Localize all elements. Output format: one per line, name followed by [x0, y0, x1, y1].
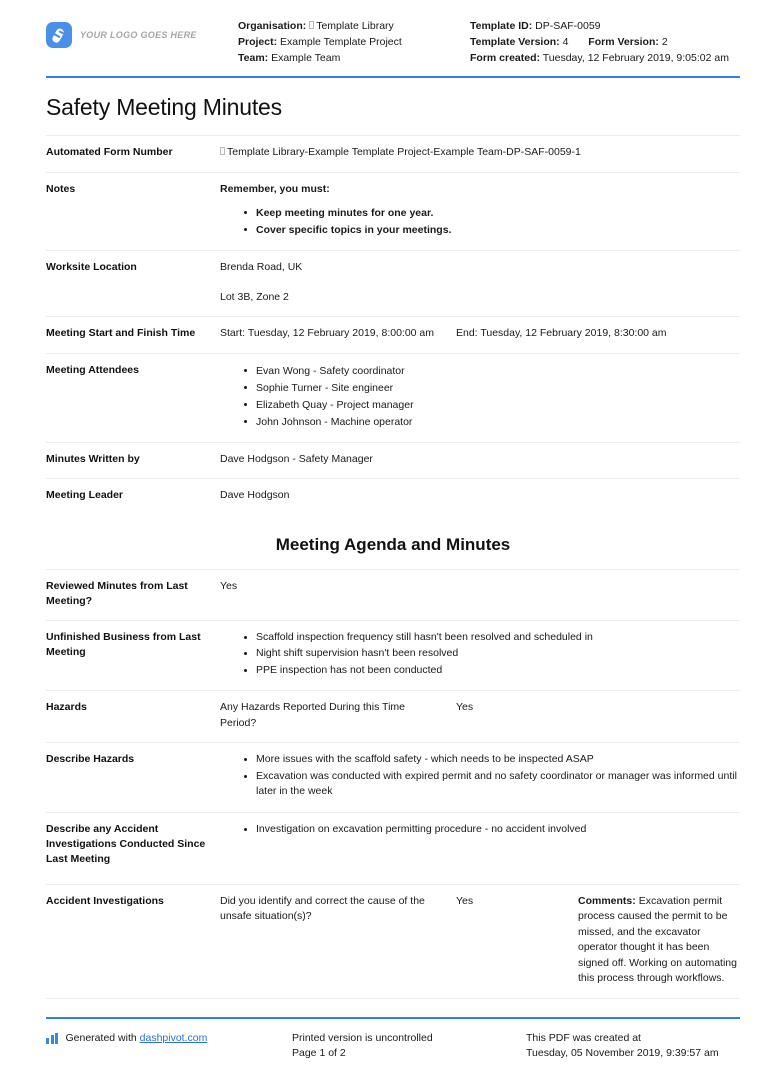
table-row — [46, 250, 740, 316]
notes-label: Notes — [46, 182, 76, 195]
table-row-bottom-divider — [46, 998, 740, 999]
form-version-value: 2 — [661, 36, 668, 48]
meeting-leader-value: Dave Hodgson — [220, 489, 290, 501]
hazards-answer: Yes — [456, 701, 474, 713]
comments-label: Comments: — [578, 894, 636, 907]
list-item: Cover specific topics in your meetings. — [256, 222, 740, 238]
table-row — [46, 316, 740, 353]
page-title: Safety Meeting Minutes — [46, 94, 282, 120]
document-header — [0, 0, 768, 66]
logo-block — [46, 14, 238, 48]
template-id-label: Template ID: — [470, 20, 533, 32]
logo-text: YOUR LOGO GOES HERE — [80, 30, 197, 40]
worksite-line-2: Lot 3B, Zone 2 — [220, 290, 289, 303]
meeting-end-value: End: Tuesday, 12 February 2019, 8:30:00 am — [456, 327, 667, 339]
missing-glyph-icon — [220, 147, 225, 155]
table-row — [46, 690, 740, 742]
comments-value: Excavation permit process caused the permit to be missed, and the excavator operator thought it has been signed off. Working on automating this process through workflows. — [578, 894, 737, 984]
section-title: Meeting Agenda and Minutes — [275, 534, 511, 554]
table-row — [46, 742, 740, 812]
organisation-value: Template Library — [316, 20, 394, 32]
template-id-value: DP-SAF-0059 — [535, 20, 601, 32]
bar-chart-icon — [46, 1033, 60, 1044]
company-logo-icon — [46, 22, 72, 48]
table-row — [46, 884, 740, 998]
notes-list — [220, 205, 740, 238]
footer-print-block — [292, 1031, 526, 1061]
worksite-location-value — [220, 260, 740, 305]
worksite-line-1: Brenda Road, UK — [220, 261, 303, 273]
missing-glyph-icon — [309, 21, 314, 29]
unfinished-business-value — [220, 630, 740, 680]
table-row — [46, 172, 740, 251]
team-line — [238, 50, 470, 66]
list-item: Investigation on excavation permitting procedure - no accident involved — [256, 822, 740, 838]
list-item: Evan Wong - Safety coordinator — [256, 363, 740, 379]
form-created-line — [470, 50, 740, 66]
notes-heading: Remember, you must: — [220, 182, 330, 195]
list-item: Scaffold inspection frequency still hasn't been resolved and scheduled in — [256, 630, 740, 646]
header-divider — [46, 76, 740, 78]
attendees-list — [220, 363, 740, 430]
table-row — [46, 442, 740, 479]
pdf-created-value: Tuesday, 05 November 2019, 9:39:57 am — [526, 1047, 719, 1059]
list-item: Elizabeth Quay - Project manager — [256, 397, 740, 413]
project-label: Project: — [238, 36, 278, 48]
form-created-label: Form created: — [470, 52, 541, 64]
hazards-label: Hazards — [46, 701, 87, 713]
notes-value — [220, 182, 740, 240]
list-item: Night shift supervision hasn't been resolved — [256, 646, 740, 662]
minutes-written-by-label: Minutes Written by — [46, 452, 140, 465]
organisation-line — [238, 18, 470, 34]
unfinished-business-label: Unfinished Business from Last Meeting — [46, 630, 201, 658]
footer-generated-block — [46, 1031, 292, 1046]
details-table — [46, 135, 740, 515]
describe-hazards-value — [220, 752, 740, 801]
dashpivot-link[interactable]: dashpivot.com — [139, 1032, 208, 1044]
reviewed-minutes-value: Yes — [220, 579, 238, 592]
agenda-table — [46, 569, 740, 999]
meeting-start-value: Start: Tuesday, 12 February 2019, 8:00:00 am — [220, 327, 435, 339]
automated-form-number-value: Template Library-Example Template Project-Example Team-DP-SAF-0059-1 — [220, 145, 740, 161]
describe-investigations-list — [220, 822, 740, 838]
pdf-created-label: This PDF was created at — [526, 1032, 641, 1044]
project-line — [238, 34, 470, 50]
header-meta-right — [470, 14, 740, 66]
table-row — [46, 569, 740, 620]
table-row — [46, 620, 740, 691]
table-row — [46, 478, 740, 515]
organisation-label: Organisation: — [238, 20, 307, 32]
meeting-leader-label: Meeting Leader — [46, 489, 124, 501]
list-item: More issues with the scaffold safety - which needs to be inspected ASAP — [256, 752, 740, 768]
footer-divider — [46, 1017, 740, 1019]
list-item: Excavation was conducted with expired permit and no safety coordinator or manager was informed until later in the week — [256, 769, 740, 800]
minutes-written-by-value: Dave Hodgson - Safety Manager — [220, 452, 373, 465]
accident-investigations-answer: Yes — [456, 894, 474, 907]
template-version-label: Template Version: — [470, 36, 560, 48]
document-footer — [0, 1017, 768, 1061]
worksite-location-label: Worksite Location — [46, 261, 137, 273]
table-row — [46, 353, 740, 442]
unfinished-business-list — [220, 630, 740, 679]
printed-notice: Printed version is uncontrolled — [292, 1032, 433, 1044]
describe-investigations-label: Describe any Accident Investigations Conducted Since Last Meeting — [46, 822, 206, 865]
form-created-value: Tuesday, 12 February 2019, 9:05:02 am — [542, 52, 729, 64]
project-value: Example Template Project — [280, 36, 402, 48]
team-value: Example Team — [271, 52, 341, 64]
accident-investigations-comments — [578, 894, 740, 987]
footer-pdf-block — [526, 1031, 740, 1061]
hazards-question: Any Hazards Reported During this Time Period? — [220, 701, 405, 729]
describe-hazards-label: Describe Hazards — [46, 753, 135, 765]
describe-investigations-value — [220, 822, 740, 839]
table-row — [46, 812, 740, 884]
list-item: PPE inspection has not been conducted — [256, 663, 740, 679]
team-label: Team: — [238, 52, 269, 64]
attendees-value — [220, 363, 740, 431]
list-item: Keep meeting minutes for one year. — [256, 205, 740, 221]
accident-investigations-question: Did you identify and correct the cause of the unsafe situation(s)? — [220, 894, 425, 922]
header-meta-left — [238, 14, 470, 66]
automated-form-number-label: Automated Form Number — [46, 146, 173, 158]
generated-with-text: Generated with — [65, 1032, 137, 1044]
page-number: Page 1 of 2 — [292, 1047, 346, 1059]
template-id-line — [470, 18, 740, 34]
describe-hazards-list — [220, 752, 740, 800]
list-item: John Johnson - Machine operator — [256, 414, 740, 430]
form-version-label: Form Version: — [588, 36, 659, 48]
attendees-label: Meeting Attendees — [46, 363, 139, 376]
meeting-time-label: Meeting Start and Finish Time — [46, 327, 196, 339]
accident-investigations-label: Accident Investigations — [46, 894, 164, 907]
version-line — [470, 34, 740, 50]
list-item: Sophie Turner - Site engineer — [256, 380, 740, 396]
reviewed-minutes-label: Reviewed Minutes from Last Meeting? — [46, 579, 188, 607]
template-version-value: 4 — [562, 36, 569, 48]
table-row — [46, 135, 740, 172]
